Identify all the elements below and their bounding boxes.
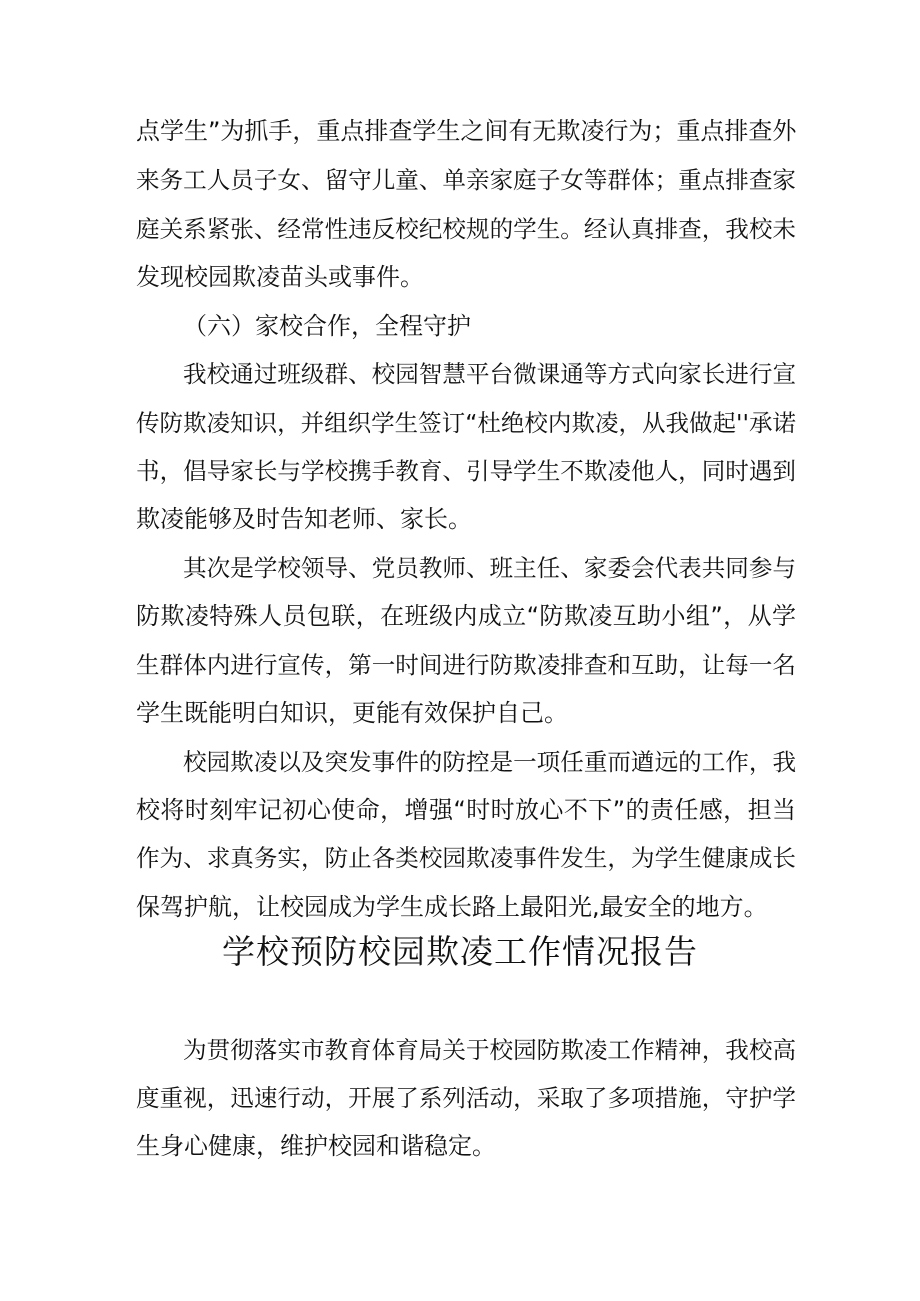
paragraph-1-line-4: 发现校园欺凌苗头或事件。 (136, 263, 424, 291)
paragraph-5-line-2: 度重视，迅速行动，开展了系列活动，采取了多项措施，守护学 (136, 1084, 796, 1112)
paragraph-2-line-1: 我校通过班级群、校园智慧平台微课通等方式向家长进行宣 (183, 360, 797, 388)
paragraph-3-line-2: 防欺凌特殊人员包联，在班级内成立“防欺凌互助小组”，从学 (136, 602, 796, 630)
paragraph-1-line-1: 点学生”为抓手，重点排查学生之间有无欺凌行为；重点排查外 (136, 117, 797, 145)
paragraph-4-line-3: 作为、求真务实，防止各类校园欺凌事件发生，为学生健康成长 (136, 844, 796, 872)
paragraph-1-line-2: 来务工人员子女、留守儿童、单亲家庭子女等群体；重点排查家 (136, 166, 796, 194)
paragraph-4-line-1: 校园欺凌以及突发事件的防控是一项任重而遒远的工作，我 (183, 748, 797, 776)
paragraph-4-line-4: 保驾护航，让校园成为学生成长路上最阳光,最安全的地方。 (136, 893, 768, 921)
section-heading-6: （六）家校合作，全程守护 (183, 312, 471, 340)
paragraph-4-line-2: 校将时刻牢记初心使命，增强“时时放心不下”的责任感，担当 (136, 796, 796, 824)
paragraph-3-line-1: 其次是学校领导、党员教师、班主任、家委会代表共同参与 (183, 554, 797, 582)
paragraph-2-line-4: 欺凌能够及时告知老师、家长。 (136, 505, 472, 533)
paragraph-5-line-3: 生身心健康，维护校园和谐稳定。 (136, 1132, 496, 1160)
report-title: 学校预防校园欺凌工作情况报告 (222, 932, 698, 971)
paragraph-5-line-1: 为贯彻落实市教育体育局关于校园防欺凌工作精神，我校高 (183, 1036, 797, 1064)
paragraph-3-line-3: 生群体内进行宣传，第一时间进行防欺凌排查和互助，让每一名 (136, 651, 796, 679)
paragraph-2-line-3: 书，倡导家长与学校携手教育、引导学生不欺凌他人，同时遇到 (136, 457, 796, 485)
paragraph-2-line-2: 传防欺凌知识，并组织学生签订“杜绝校内欺凌，从我做起''承诺 (136, 409, 796, 437)
paragraph-3-line-4: 学生既能明白知识，更能有效保护自己。 (136, 699, 568, 727)
paragraph-1-line-3: 庭关系紧张、经常性违反校纪校规的学生。经认真排查，我校未 (136, 215, 796, 243)
